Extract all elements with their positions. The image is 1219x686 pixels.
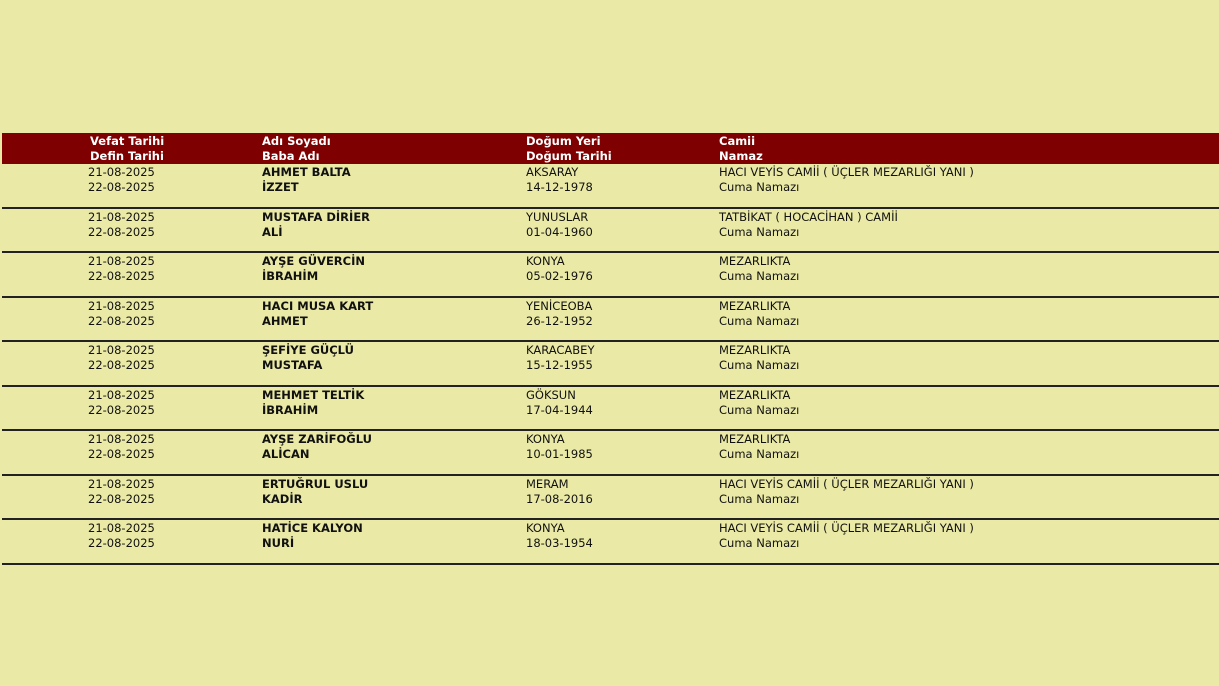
- table-cell: [719, 432, 1209, 462]
- dogum-yeri: KONYA: [526, 432, 565, 446]
- table-cell: [88, 299, 238, 329]
- dogum-tarihi: 14-12-1978: [526, 180, 593, 194]
- table-cell: [262, 432, 512, 462]
- table-cell: [262, 388, 512, 418]
- table-cell: [719, 210, 1209, 240]
- defin-tarihi: 22-08-2025: [88, 491, 155, 506]
- camii: HACI VEYİS CAMİİ ( ÜÇLER MEZARLIĞI YANI ): [719, 476, 974, 491]
- table-row: [2, 520, 1219, 565]
- adi-soyadi: MUSTAFA DİRİER: [262, 209, 371, 224]
- camii: TATBİKAT ( HOCACİHAN ) CAMİİ: [719, 209, 898, 224]
- dogum-tarihi: 15-12-1955: [526, 358, 593, 372]
- vefat-tarihi: 21-08-2025: [88, 343, 155, 357]
- table-cell: [88, 343, 238, 373]
- table-cell: [262, 343, 512, 373]
- header-date-cell: [90, 134, 240, 164]
- table-cell: [262, 299, 512, 329]
- table-cell: [719, 165, 1209, 195]
- table-cell: [262, 254, 512, 284]
- adi-soyadi: AYŞE ZARİFOĞLU: [262, 432, 372, 446]
- camii: MEZARLIKTA: [719, 432, 791, 446]
- table-cell: [526, 210, 706, 240]
- defin-tarihi: 22-08-2025: [88, 402, 155, 417]
- namaz: Cuma Namazı: [719, 269, 800, 283]
- namaz: Cuma Namazı: [719, 358, 800, 372]
- table-header: [2, 133, 1219, 164]
- header-vefat-tarihi: Vefat Tarihi: [90, 134, 165, 148]
- header-adi-soyadi: Adı Soyadı: [262, 134, 331, 148]
- dogum-yeri: KARACABEY: [526, 343, 595, 357]
- defin-tarihi: 22-08-2025: [88, 180, 155, 194]
- namaz: Cuma Namazı: [719, 224, 800, 239]
- vefat-tarihi: 21-08-2025: [88, 432, 155, 446]
- namaz: Cuma Namazı: [719, 447, 800, 461]
- namaz: Cuma Namazı: [719, 491, 800, 506]
- vefat-tarihi: 21-08-2025: [88, 209, 155, 224]
- table-cell: [88, 477, 238, 507]
- vefat-tarihi: 21-08-2025: [88, 521, 155, 535]
- baba-adi: İZZET: [262, 180, 299, 194]
- header-mosque-cell: [719, 134, 1209, 164]
- dogum-yeri: YUNUSLAR: [526, 209, 589, 224]
- table-cell: [262, 210, 512, 240]
- table-cell: [719, 343, 1209, 373]
- table-cell: [88, 210, 238, 240]
- camii: MEZARLIKTA: [719, 343, 791, 357]
- camii: MEZARLIKTA: [719, 298, 791, 313]
- adi-soyadi: HACI MUSA KART: [262, 298, 374, 313]
- baba-adi: İBRAHİM: [262, 402, 319, 417]
- table-cell: [262, 521, 512, 551]
- header-namaz: Namaz: [719, 149, 763, 163]
- table-cell: [526, 477, 706, 507]
- dogum-yeri: KONYA: [526, 254, 565, 268]
- table-row: [2, 431, 1219, 476]
- table-row: [2, 298, 1219, 343]
- dogum-yeri: MERAM: [526, 476, 569, 491]
- header-defin-tarihi: Defin Tarihi: [90, 149, 164, 163]
- table-cell: [719, 521, 1209, 551]
- adi-soyadi: AYŞE GÜVERCİN: [262, 254, 366, 268]
- dogum-tarihi: 17-04-1944: [526, 402, 593, 417]
- vefat-tarihi: 21-08-2025: [88, 476, 155, 491]
- namaz: Cuma Namazı: [719, 536, 800, 550]
- table-cell: [526, 432, 706, 462]
- adi-soyadi: HATİCE KALYON: [262, 521, 363, 535]
- table-cell: [526, 343, 706, 373]
- dogum-tarihi: 17-08-2016: [526, 491, 593, 506]
- header-camii: Camii: [719, 134, 756, 148]
- table-cell: [526, 299, 706, 329]
- baba-adi: İBRAHİM: [262, 269, 319, 283]
- namaz: Cuma Namazı: [719, 180, 800, 194]
- table-row: [2, 209, 1219, 254]
- header-dogum-yeri: Doğum Yeri: [526, 134, 601, 148]
- namaz: Cuma Namazı: [719, 313, 800, 328]
- vefat-tarihi: 21-08-2025: [88, 254, 155, 268]
- namaz: Cuma Namazı: [719, 402, 800, 417]
- table-cell: [88, 165, 238, 195]
- dogum-tarihi: 18-03-1954: [526, 536, 593, 550]
- table-cell: [88, 388, 238, 418]
- baba-adi: ALİ: [262, 224, 283, 239]
- baba-adi: MUSTAFA: [262, 358, 323, 372]
- dogum-yeri: GÖKSUN: [526, 387, 576, 402]
- table-row: [2, 253, 1219, 298]
- table-cell: [88, 254, 238, 284]
- table-cell: [526, 521, 706, 551]
- table-cell: [262, 165, 512, 195]
- dogum-tarihi: 10-01-1985: [526, 447, 593, 461]
- baba-adi: AHMET: [262, 313, 308, 328]
- table-cell: [88, 521, 238, 551]
- defin-tarihi: 22-08-2025: [88, 224, 155, 239]
- vefat-tarihi: 21-08-2025: [88, 165, 155, 179]
- adi-soyadi: MEHMET TELTİK: [262, 387, 365, 402]
- header-name-cell: [262, 134, 512, 164]
- defin-tarihi: 22-08-2025: [88, 313, 155, 328]
- dogum-tarihi: 05-02-1976: [526, 269, 593, 283]
- table-cell: [526, 254, 706, 284]
- camii: MEZARLIKTA: [719, 254, 791, 268]
- baba-adi: NURİ: [262, 536, 295, 550]
- dogum-tarihi: 26-12-1952: [526, 313, 593, 328]
- baba-adi: KADİR: [262, 491, 303, 506]
- table-cell: [526, 165, 706, 195]
- adi-soyadi: ŞEFİYE GÜÇLÜ: [262, 343, 354, 357]
- defin-tarihi: 22-08-2025: [88, 269, 155, 283]
- table-row: [2, 476, 1219, 521]
- dogum-tarihi: 01-04-1960: [526, 224, 593, 239]
- vefat-tarihi: 21-08-2025: [88, 298, 155, 313]
- baba-adi: ALİCAN: [262, 447, 310, 461]
- vefat-tarihi: 21-08-2025: [88, 387, 155, 402]
- table-row: [2, 164, 1219, 209]
- table-row: [2, 342, 1219, 387]
- funeral-table: [2, 133, 1219, 565]
- adi-soyadi: ERTUĞRUL USLU: [262, 476, 369, 491]
- table-cell: [719, 477, 1209, 507]
- defin-tarihi: 22-08-2025: [88, 447, 155, 461]
- camii: MEZARLIKTA: [719, 387, 791, 402]
- table-cell: [719, 299, 1209, 329]
- adi-soyadi: AHMET BALTA: [262, 165, 351, 179]
- defin-tarihi: 22-08-2025: [88, 358, 155, 372]
- table-cell: [719, 388, 1209, 418]
- header-baba-adi: Baba Adı: [262, 149, 320, 163]
- camii: HACI VEYİS CAMİİ ( ÜÇLER MEZARLIĞI YANI ): [719, 521, 974, 535]
- header-birth-cell: [526, 134, 706, 164]
- table-cell: [719, 254, 1209, 284]
- defin-tarihi: 22-08-2025: [88, 536, 155, 550]
- table-cell: [88, 432, 238, 462]
- dogum-yeri: YENİCEOBA: [526, 298, 593, 313]
- dogum-yeri: AKSARAY: [526, 165, 579, 179]
- dogum-yeri: KONYA: [526, 521, 565, 535]
- table-row: [2, 387, 1219, 432]
- table-body: [2, 164, 1219, 565]
- table-cell: [262, 477, 512, 507]
- camii: HACI VEYİS CAMİİ ( ÜÇLER MEZARLIĞI YANI ): [719, 165, 974, 179]
- table-cell: [526, 388, 706, 418]
- header-dogum-tarihi: Doğum Tarihi: [526, 149, 612, 163]
